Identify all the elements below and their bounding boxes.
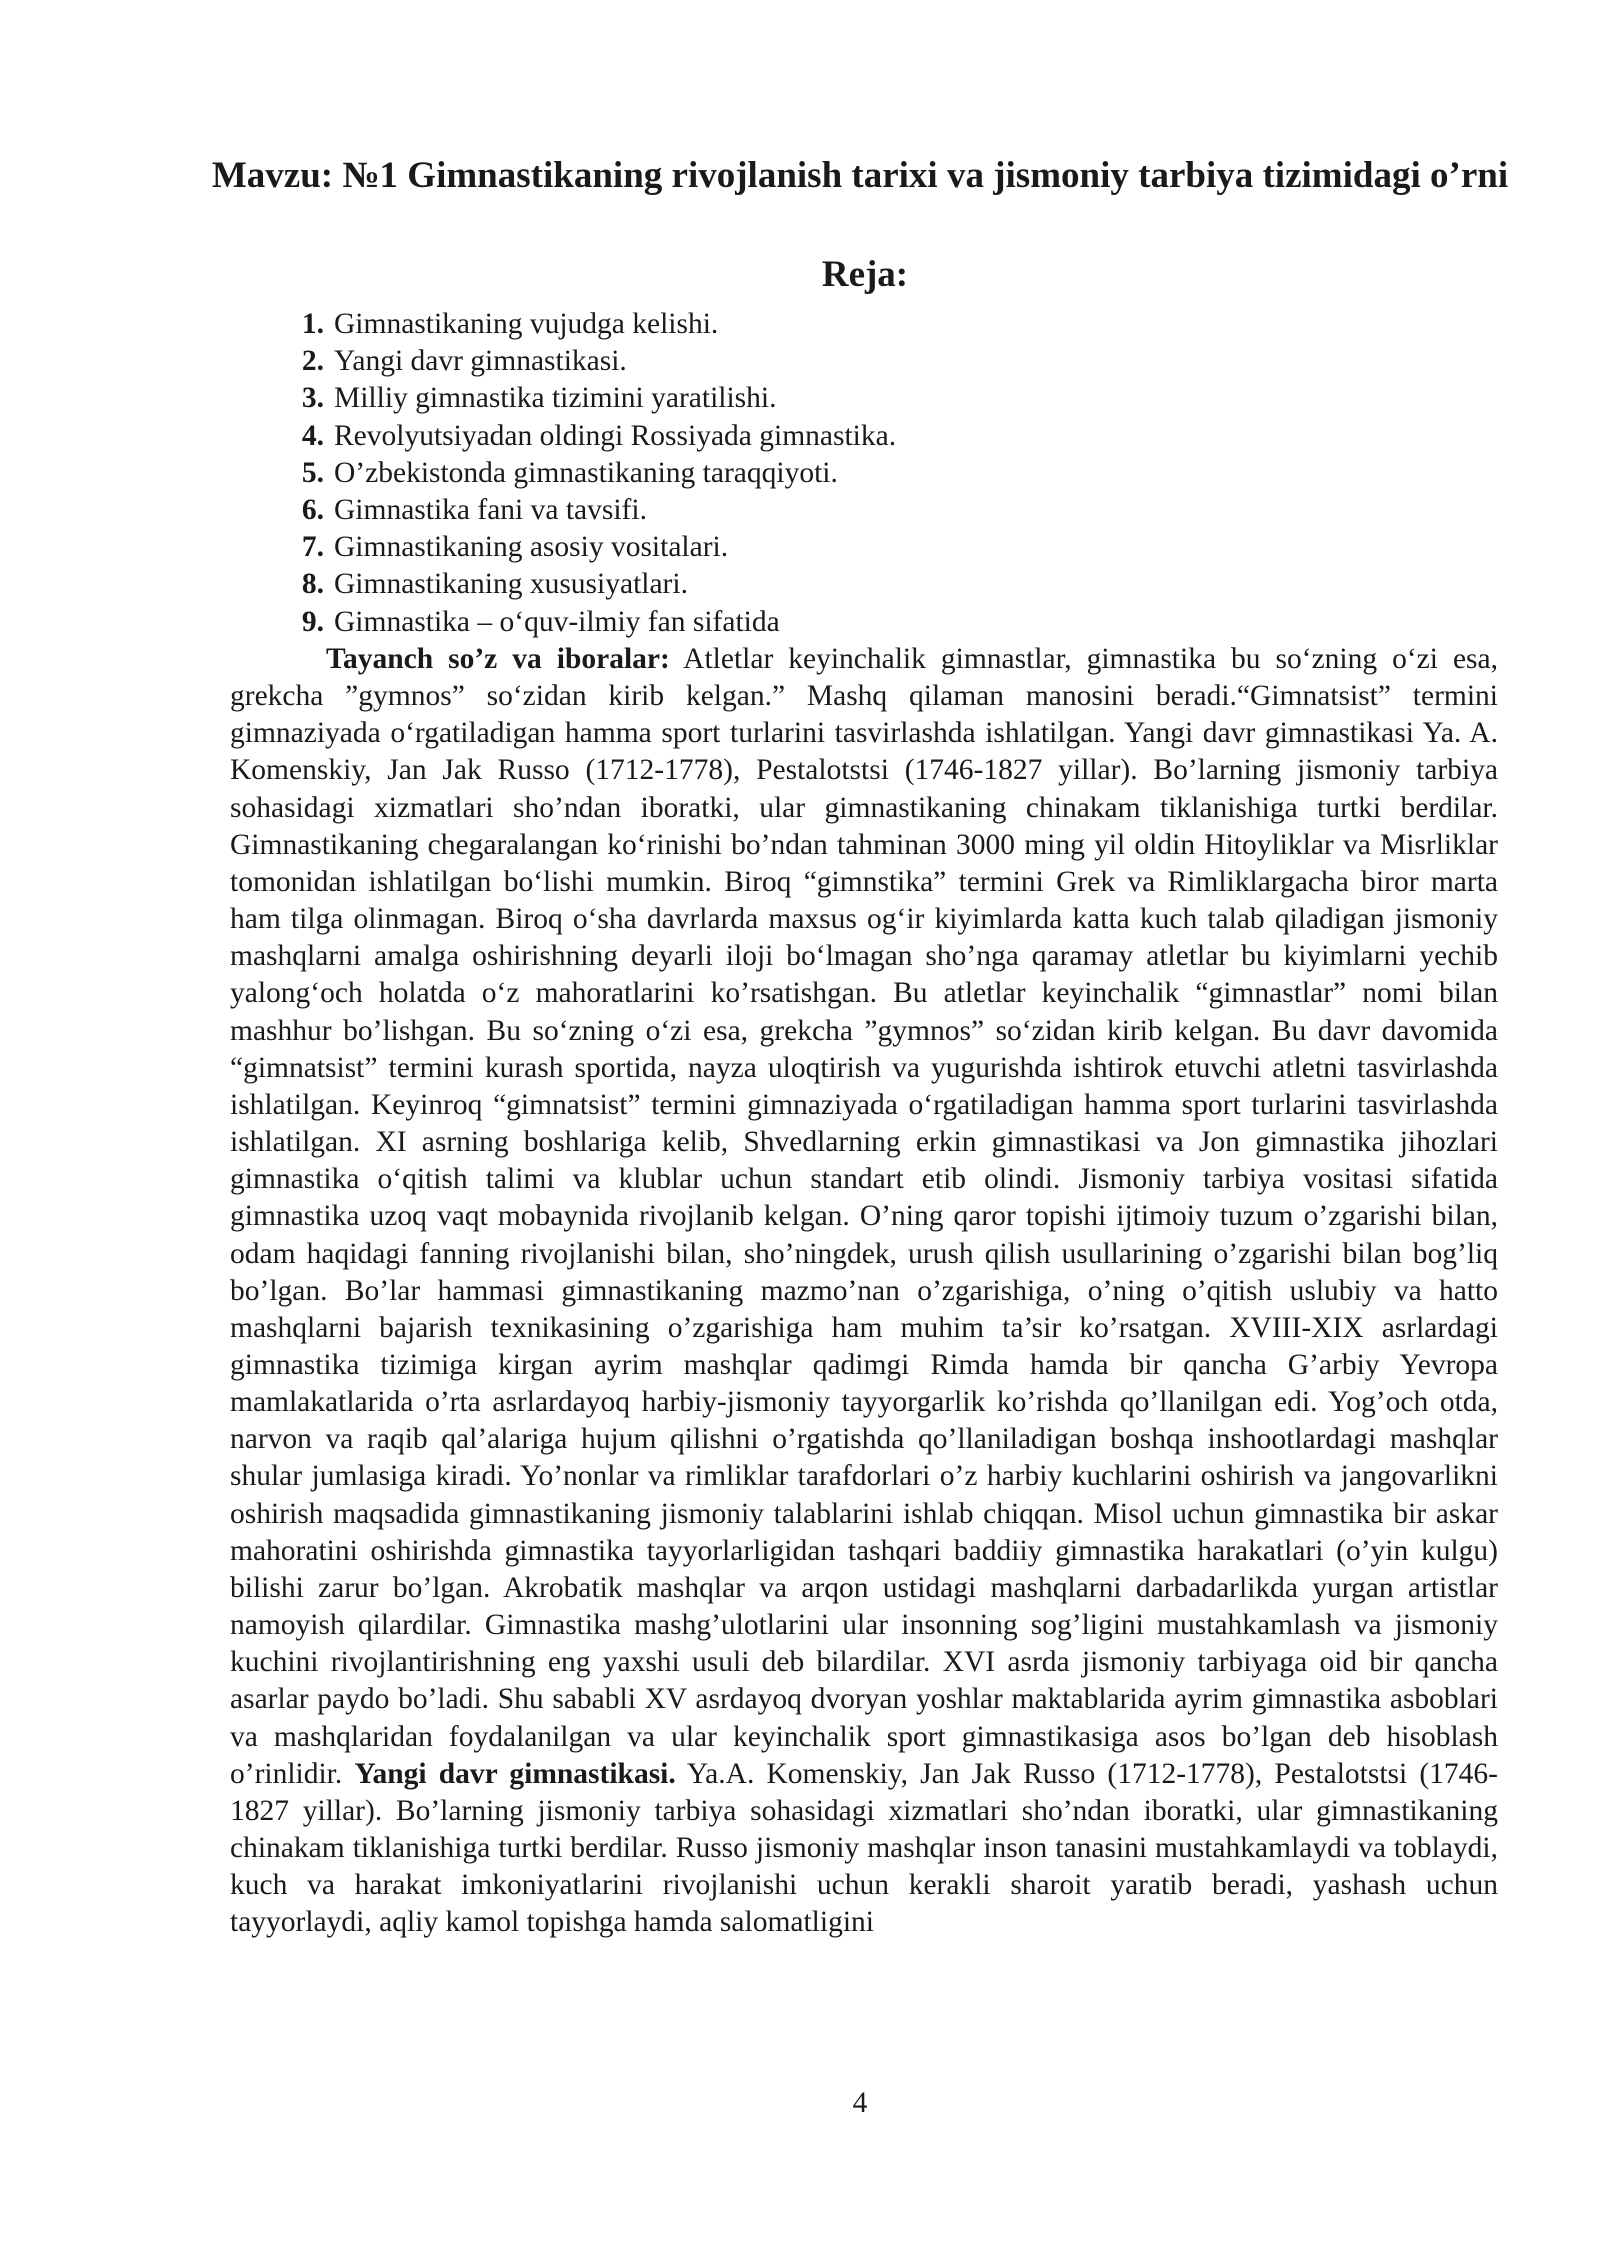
section-heading: Yangi davr gimnastikasi. — [354, 1757, 676, 1790]
list-item: 7. Gimnastikaning asosiy vositalari. — [301, 531, 729, 564]
plan-heading: Reja: — [821, 254, 909, 295]
list-item: 9. Gimnastika – o‘quv-ilmiy fan sifatida — [301, 605, 780, 638]
list-item: 3. Milliy gimnastika tizimini yaratilishi. — [301, 382, 777, 415]
page-title: Mavzu: №1 Gimnastikaning rivojlanish tarixi va jismoniy tarbiya tizimidagi o’rni — [211, 155, 1509, 196]
list-item: 8. Gimnastikaning xususiyatlari. — [301, 568, 688, 601]
list-item: 2. Yangi davr gimnastikasi. — [301, 345, 627, 378]
page-number: 4 — [852, 2087, 868, 2119]
body-text — [230, 641, 1498, 1941]
paragraph: Ya.A. Komenskiy, Jan Jak Russo (1712-1778), Pestalotstsi (1746-1827 yillar). Bo’larning jismoniy tarbiya sohasidagi xizmatlari sho’ndan iboratki, ular gimnastikaning chinakam tiklanishiga turtki berdilar. Russo jismoniy mashqlar inson tanasini mustahkamlaydi va toblaydi, kuch va harakat imkoniyatlarini rivojlanishi uchun kerakli sharoit yaratib beradi, yashash uchun tayyorlaydi, aqliy kamol topishga hamda salomatligini — [230, 1757, 1498, 1939]
list-item: 6. Gimnastika fani va tavsifi. — [301, 494, 647, 527]
keywords-label: Tayanch so’z va iboralar: — [326, 643, 670, 675]
list-item: 1. Gimnastikaning vujudga kelishi. — [301, 308, 719, 340]
plan-list — [276, 306, 896, 641]
paragraph: Atletlar keyinchalik gimnastlar, gimnastika bu so‘zning o‘zi esa, grekcha ”gymnos” so‘zidan kirib kelgan.” Mashq qilaman manosini beradi.“Gimnatsist” termini gimnaziyada o‘rgatiladigan hamma sport turlarini tasvirlashda ishlatilgan. Yangi davr gimnastikasi Ya. A. Komenskiy, Jan Jak Russo (1712-1778), Pestalotstsi (1746-1827 yillar). Bo’larning jismoniy tarbiya sohasidagi xizmatlari sho’ndan iboratki, ular gimnastikaning chinakam tiklanishiga turtki berdilar. Gimnastikaning chegaralangan ko‘rinishi bo’ndan tahminan 3000 ming yil oldin Hitoyliklar va Misrliklar tomonidan ishlatilgan bo‘lishi mumkin. Biroq “gimnstika” termini Grek va Rimliklargacha biror marta ham tilga olinmagan. Biroq o‘sha davrlarda maxsus og‘ir kiyimlarda katta kuch talab qiladigan jismoniy mashqlarni amalga oshirishning deyarli iloji bo‘lmagan sho’nga qaramay atletlar bu kiyimlarni yechib yalong‘och holatda o‘z mahoratlarini ko’rsatishgan. Bu atletlar keyinchalik “gimnastlar” nomi bilan mashhur bo’lishgan. Bu so‘zning o‘zi esa, grekcha ”gymnos” so‘zidan kirib kelgan. Bu davr davomida “gimnatsist” termini kurash sportida, nayza uloqtirish va yugurishda ishtirok etuvchi atletni tasvirlashda ishlatilgan. Keyinroq “gimnatsist” termini gimnaziyada o‘rgatiladigan hamma sport turlarini tasvirlashda ishlatilgan. XI asrning boshlariga kelib, Shvedlarning erkin gimnastikasi va Jon gimnastika jihozlari gimnastika o‘qitish talimi va klublar uchun standart etib olindi. Jismoniy tarbiya vositasi sifatida gimnastika uzoq vaqt mobaynida rivojlanib kelgan. O’ning qaror topishi ijtimoiy tuzum o’zgarishi bilan, odam haqidagi fanning rivojlanishi bilan, sho’ningdek, urush qilish usullarining o’zgarishi bilan bog’liq bo’lgan. Bo’lar hammasi gimnastikaning mazmo’nan o’zgarishiga, o’ning o’qitish uslubiy va hatto mashqlarni bajarish texnikasining o’zgarishiga ham muhim ta’sir ko’rsatgan. XVIII-XIX asrlardagi gimnastika tizimiga kirgan ayrim mashqlar qadimgi Rimda hamda bir qancha G’arbiy Yevropa mamlakatlarida o’rta asrlardayoq harbiy-jismoniy tayyorgarlik ko’rishda qo’llanilgan edi. Yog’och otda, narvon va raqib qal’alariga hujum qilishni o’rgatishda qo’llaniladigan boshqa inshootlardagi mashqlar shular jumlasiga kiradi. Yo’nonlar va rimliklar tarafdorlari o’z harbiy kuchlarini oshirish va jangovarlikni oshirish maqsadida gimnastikaning jismoniy talablarini ishlab chiqqan. Misol uchun gimnastika bir askar mahoratini oshirishda gimnastika tayyorlarligidan tashqari baddiiy gimnastika harakatlari (o’yin kulgu) bilishi zarur bo’lgan. Akrobatik mashqlar va arqon ustidagi mashqlarni darbadarlikda yurgan artistlar namoyish qilardilar. Gimnastika mashg’ulotlarini ular insonning sog’ligini mustahkamlash va jismoniy kuchini rivojlantirishning eng yaxshi usuli deb bilardilar. XVI asrda jismoniy tarbiyaga oid bir qancha asarlar paydo bo’ladi. Shu sababli XV asrdayoq dvoryan yoshlar maktablarida ayrim gimnastika asboblari va mashqlaridan foydalanilgan va ular keyinchalik sport gimnastikasiga asos bo’lgan deb hisoblash o’rinlidir. — [230, 643, 1498, 1790]
list-item: 5. O’zbekistonda gimnastikaning taraqqiyoti. — [301, 456, 838, 489]
list-item: 4. Revolyutsiyadan oldingi Rossiyada gimnastika. — [301, 419, 897, 452]
